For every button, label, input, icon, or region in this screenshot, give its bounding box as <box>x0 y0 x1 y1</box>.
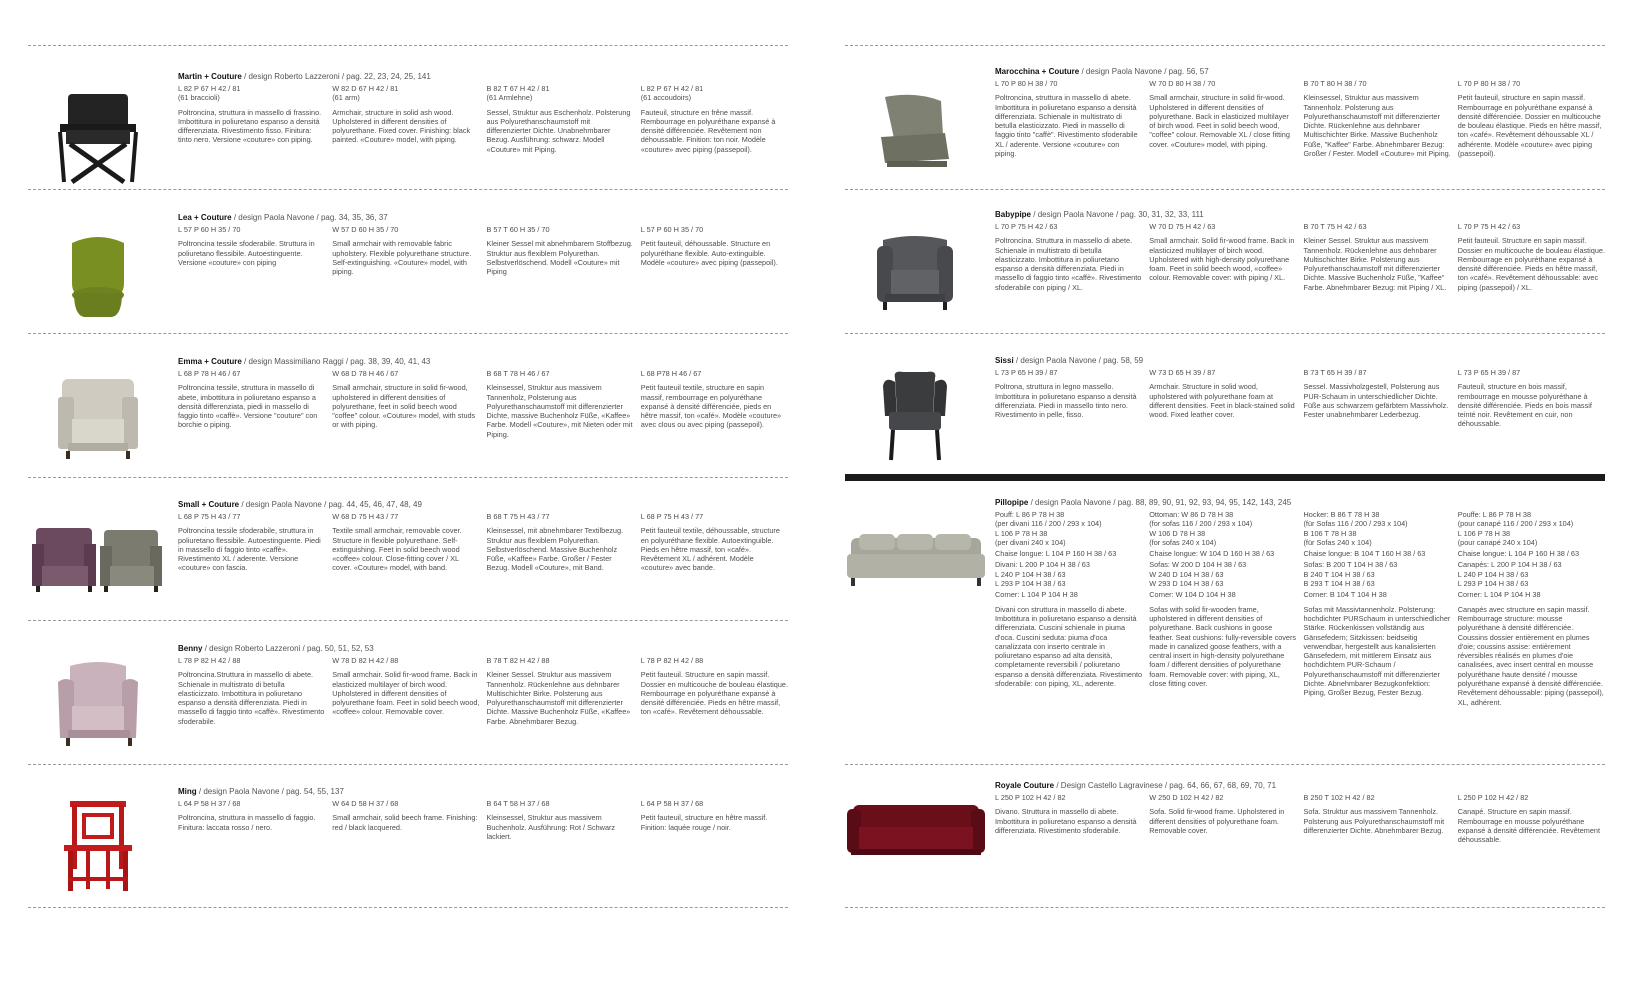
product-meta: / design Massimiliano Raggi / pag. 38, 39, 40, 41, 43 <box>244 357 431 366</box>
product-meta: / design Roberto Lazzeroni / pag. 22, 23, 24, 25, 141 <box>244 72 431 81</box>
lang-it: L 82 P 67 H 42 / 81 (61 braccioli) Poltroncina, struttura in massello di frassino. Imbottitura in poliuretano espanso a densità differenziata. Rivestimento fisso. Finitura: tinto nero. Versione «couture» con piping. <box>178 84 322 145</box>
lang-it: L 64 P 58 H 37 / 68 Poltroncina, struttura in massello di faggio. Finitura: laccata rosso / nero. <box>178 799 316 832</box>
product-name: Marocchina + Couture <box>995 67 1080 76</box>
product-meta: / design Paola Navone / pag. 88, 89, 90, 91, 92, 93, 94, 95, 142, 143, 245 <box>1030 498 1292 507</box>
product-name: Benny <box>178 644 203 653</box>
product-name: Sissi <box>995 356 1014 365</box>
product-image-emma-couture <box>28 357 168 497</box>
product-meta: / design Roberto Lazzeroni / pag. 50, 51, 52, 53 <box>204 644 374 653</box>
lang-en: W 68 D 78 H 46 / 67 Small armchair, structure in solid fir-wood, upholstered in different densities of polyurethane, feet in solid beech wood "coffee" colour. «Couture» model, with studs or with piping. <box>332 369 476 430</box>
product-name: Babypipe <box>995 210 1032 219</box>
left-column <box>28 0 788 990</box>
product-image-benny <box>28 644 168 784</box>
lang-en: W 68 D 75 H 43 / 77 Textile small armchair, removable cover. Structure in flexible polyurethane. Self-extinguishing. Feet in solid beech wood «coffee» colour. Close-fitting cover / XL cover. «Couture» model, with band. <box>332 512 462 573</box>
lang-fr: L 73 P 65 H 39 / 87 Fauteuil, structure en bois massif, rembourrage en mousse polyuréthane à densité différenciée. Pieds en bois massif teinté noir. Revêtement en cuir, non déhoussable. <box>1457 368 1592 429</box>
lang-fr: L 78 P 82 H 42 / 88 Petit fauteuil. Structure en sapin massif. Dossier en multicouche de bouleau élastique. Rembourrage en polyuréthane expansé à densité différenciée. Pieds en hêtre massif, ton «café». Revêtement déhoussable. <box>640 656 788 717</box>
product-meta: / design Paola Navone / pag. 34, 35, 36, 37 <box>233 213 388 222</box>
lang-de: B 78 T 82 H 42 / 88 Kleiner Sessel. Struktur aus massivem Tannenholz. Rückenlehne aus dehnbarer Multischichter Birke. Polsterung aus Polyurethanschaumstoff mit differenzierter Dichte. Massive Buchenholz Füße, «Kaffee» Farbe. Abnehmbarer Bezug. <box>486 656 631 726</box>
lang-de: B 64 T 58 H 37 / 68 Kleinsessel, Struktur aus massivem Buchenholz. Ausführung: Rot / Schwarz lackiert. <box>486 799 616 841</box>
lang-de: Hocker: B 86 T 78 H 38 (für Sofas 116 / 200 / 293 x 104) B 106 T 78 H 38 (für Sofas 240 x 104) Chaise longue: B 104 T 160 H 38 / 63 Sofas: B 200 T 104 H 38 / 63 B 240 T 104 H 38 / 63 B 293 T 104 H 38 / 63 Corner: B 104 T 104 H 38 Sofas mit Massivtannenholz. Polsterung: hochdichter PURSchaum in unterschiedlicher Stärke. Rückenkissen vollständig aus Gänsefedern; Sitzkissen: beidseitig verwendbar, hergestellt aus kanalisierten Gänsefedern, mit mittlerem Einsatz aus hochdichtem PUR-Schaum / Polyurethanschaumstoff mit differenzierter Dichte. Abnehmbarer Bezugkonfektion: Piping, Großer Bezug, Fester Bezug. <box>1303 510 1451 698</box>
product-name: Pillopipe <box>995 498 1029 507</box>
lang-it: L 73 P 65 H 39 / 87 Poltrona, struttura in legno massello. Imbottitura in poliuretano espanso a densità differenziata. Piedi in massello tinto nero. Rivestimento in pelle, fisso. <box>995 368 1137 420</box>
lang-fr: L 250 P 102 H 42 / 82 Canapé. Structure en sapin massif. Rembourrage en mousse polyuréthane expansé à densité différenciée. Revêtement déhoussable. <box>1457 793 1600 845</box>
lang-de: B 73 T 65 H 39 / 87 Sessel. Massivholzgestell, Polsterung aus PUR-Schaum in unterschiedlicher Dichte. Füße aus schwarzem gefärbtem Massivholz. Fester unabnehmbarer Lederbezug. <box>1303 368 1449 420</box>
lang-it: Pouff: L 86 P 78 H 38 (per divani 116 / 200 / 293 x 104) L 106 P 78 H 38 (per divani 240 x 104) Chaise longue: L 104 P 160 H 38 / 63 Divani: L 200 P 104 H 38 / 63 L 240 P 104 H 38 / 63 L 293 P 104 H 38 / 63 Corner: L 104 P 104 H 38 Divani con struttura in massello di abete. Imbottitura in poliuretano espanso a densità differenziata. Cuscini schienale in piuma d'oca. Cuscini seduta: piuma d'oca canalizzata con inserto centrale in poliuretano espanso ad alta densità, completamente reversibili / poliuretano espanso a densità differenziata. Rivestimento sfoderabile: con piping, XL, aderente. <box>995 510 1143 689</box>
lang-fr: L 68 P78 H 46 / 67 Petit fauteuil textile, structure en sapin massif, rembourrage en polyuréthane expansé à densité différenciée, pieds en hêtre massif, ton «café». Modèle «couture» avec clous ou avec piping (passepoil). <box>640 369 782 430</box>
product-name: Ming <box>178 787 197 796</box>
lang-en: W 73 D 65 H 39 / 87 Armchair. Structure in solid wood, upholstered with polyurethane foam at different densities. Feet in black-stained solid wood. Fixed leather cover. <box>1149 368 1295 420</box>
product-image-royale-couture <box>845 781 985 921</box>
lang-fr: L 57 P 60 H 35 / 70 Petit fauteuil, déhoussable. Structure en polyuréthane flexible. Auto-extinguible. Modèle «couture» avec piping (passepoil). <box>640 225 778 267</box>
lang-fr: L 70 P 80 H 38 / 70 Petit fauteuil, structure en sapin massif. Rembourrage en polyuréthane expansé à densité différenciée. Dossier en multicouche de bouleau élastique. Pieds en hêtre massif, ton «café». Revêtement déhoussable XL / adhérente. Modèle «couture» avec piping (passepoil). <box>1457 79 1602 159</box>
lang-de: B 68 T 75 H 43 / 77 Kleinsessel, mit abnehmbarer Textilbezug. Struktur aus flexiblem Polyurethan. Selbstverlöschend. Massive Buchenholz Füße, «Kaffee» Farbe. Großer / Fester Bezug. Modell «Couture», mit Band. <box>486 512 624 573</box>
lang-en: W 250 D 102 H 42 / 82 Sofa. Solid fir-wood frame. Upholstered in different densities of polyurethane foam. Removable cover. <box>1149 793 1285 835</box>
product-image-babypipe <box>845 210 985 350</box>
lang-de: B 70 T 80 H 38 / 70 Kleinsessel, Struktur aus massivem Tannenholz. Polsterung aus Polyurethanschaumstoff mit differenzierter Dichte. Rückenlehne aus dehnbarer Multischichter Birke. Massive Buchenholz Füße, "Kaffee" Farbe. Abnehmbarer Bezug: Großer / Fester. Modell «Couture» mit Piping. <box>1303 79 1451 159</box>
lang-de: B 250 T 102 H 42 / 82 Sofa. Struktur aus massivem Tannenholz. Polsterung aus Polyurethanschaumstoff mit differenzierter Dichte. Abnehmbarer Bezug. <box>1303 793 1445 835</box>
right-column <box>845 0 1605 990</box>
lang-it: L 57 P 60 H 35 / 70 Poltroncina tessile sfoderabile. Struttura in poliuretano flessibile. Autoestinguente. Versione «couture» con piping <box>178 225 315 267</box>
lang-fr: L 70 P 75 H 42 / 63 Petit fauteuil. Structure en sapin massif. Dossier en multicouche de bouleau élastique. Rembourrage en polyuréthane expansé à densité différenciée. Pieds en hêtre massif, ton «café». Revêtement déhoussable: avec piping (passepoil) / XL. <box>1457 222 1605 292</box>
lang-de: B 68 T 78 H 46 / 67 Kleinsessel, Struktur aus massivem Tannenholz, Polsterung aus Polyurethanschaumstoff mit differenzierter Dichte, massive Buchenholz Füße, «Kaffee» Farbe. Modell «Couture», mit Nieten oder mit Piping. <box>486 369 633 439</box>
product-image-sissi <box>845 356 985 496</box>
divider <box>845 764 1605 765</box>
lang-it: L 250 P 102 H 42 / 82 Divano. Struttura in massello di abete. Imbottitura in poliuretano espanso a densità differenziata. Rivestimento sfoderabile. <box>995 793 1137 835</box>
product-name: Emma + Couture <box>178 357 242 366</box>
divider <box>28 45 788 46</box>
product-image-ming <box>28 787 168 927</box>
product-meta: / Design Castello Lagravinese / pag. 64, 66, 67, 68, 69, 70, 71 <box>1056 781 1277 790</box>
product-meta: / design Paola Navone / pag. 58, 59 <box>1015 356 1144 365</box>
lang-en: W 78 D 82 H 42 / 88 Small armchair. Solid fir-wood frame. Back in elasticized multilayer of birch wood. Upholstered in different densities of polyurethane foam. Feet in solid beech wood, «coffee» colour. Removable cover. <box>332 656 480 717</box>
lang-it: L 68 P 78 H 46 / 67 Poltroncina tessile, struttura in massello di abete, imbottitura in poliuretano espanso a densità differenziata, piedi in massello di faggio tinto «caffè». Versione "couture" con borchie o piping. <box>178 369 318 430</box>
product-meta: / design Paola Navone / pag. 30, 31, 32, 33, 111 <box>1033 210 1204 219</box>
product-meta: / design Paola Navone / pag. 44, 45, 46, 47, 48, 49 <box>241 500 422 509</box>
lang-en: W 70 D 75 H 42 / 63 Small armchair. Solid fir-wood frame. Back in elasticized multilayer of birch wood. Upholstered with high-density polyurethane foam. Feet in solid beech wood, «coffee» colour. Removable cover: with piping / XL. <box>1149 222 1295 283</box>
product-name: Royale Couture <box>995 781 1055 790</box>
product-meta: / design Paola Navone / pag. 54, 55, 137 <box>198 787 344 796</box>
lang-de: B 70 T 75 H 42 / 63 Kleiner Sessel. Struktur aus massivem Tannenholz. Rückenlehne aus dehnbarer Multischichter Birke. Polsterung aus Polyurethanschaumstoff mit differenzierter Dichte. Massive Buchenholz Füße, "Kaffee" Farbe. Abnehmbarer Bezug: mit Piping / XL. <box>1303 222 1447 292</box>
product-image-lea-couture <box>28 213 168 353</box>
product-meta: / design Paola Navone / pag. 56, 57 <box>1081 67 1209 76</box>
lang-en: W 82 D 67 H 42 / 81 (61 arm) Armchair, structure in solid ash wood. Upholstered in different densities of polyurethane. Fixed cover. Finishing: black painted. «Couture» model, with piping. <box>332 84 471 145</box>
product-name: Martin + Couture <box>178 72 242 81</box>
lang-en: W 57 D 60 H 35 / 70 Small armchair with removable fabric upholstery. Flexible polyurethane structure. Self-extinguishing. «Couture» model, with piping. <box>332 225 472 277</box>
lang-fr: L 64 P 58 H 37 / 68 Petit fauteuil, structure en hêtre massif. Finition: laquée rouge / noir. <box>640 799 768 832</box>
product-name: Small + Couture <box>178 500 240 509</box>
lang-fr: Pouffe: L 86 P 78 H 38 (pour canapé 116 / 200 / 293 x 104) L 106 P 78 H 38 (pour canapé 240 x 104) Chaise longue: L 104 P 160 H 38 / 63 Canapés: L 200 P 104 H 38 / 63 L 240 P 104 H 38 / 63 L 293 P 104 H 38 / 63 Corner: L 104 P 104 H 38 Canapés avec structure en sapin massif. Rembourrage structure: mousse polyuréthane à densité différenciée. Coussins dossier entièrement en plumes d'oie; coussins assise: entièrement réversibles réalisés en plumes d'oie canalisées, avec insert central en mousse polyuréthane haute densité / mousse polyuréthane expansé à densité différenciée. Revêtement déhoussable: piping (passepoil), XL, adhérent. <box>1457 510 1604 707</box>
product-image-pillopipe <box>845 498 985 638</box>
product-image-marocchina-couture <box>845 67 985 207</box>
product-name: Lea + Couture <box>178 213 232 222</box>
lang-it: L 78 P 82 H 42 / 88 Poltroncina.Struttura in massello di abete. Schienale in multistrato di betulla elasticizzato. Imbottitura in poliuretano espanso a densità differenziata. Piedi in massello di faggio tinto «caffè». Rivestimento sfoderabile. <box>178 656 325 726</box>
lang-it: L 70 P 75 H 42 / 63 Poltroncina. Struttura in massello di abete. Schienale in multistrato di betulla elasticizzato. Imbottitura in poliuretano espanso a densità differenziata. Piedi in massello di faggio tinto «caffè». Rivestimento sfoderabile con piping / XL. <box>995 222 1142 292</box>
lang-de: B 82 T 67 H 42 / 81 (61 Armlehne) Sessel, Struktur aus Eschenholz. Polsterung aus Polyurethanschaumstoff mit differenzierter Dichte. Unabnehmbarer Bezug. Ausführung: schwarz. Modell «Couture» mit Piping. <box>486 84 631 154</box>
lang-fr: L 68 P 75 H 43 / 77 Petit fauteuil textile, déhoussable, structure en polyuréthane flexible. Autoextinguible. Pieds en hêtre massif, ton «café». Revêtement XL / adhérent. Modèle «couture» avec bande. <box>640 512 780 573</box>
lang-en: W 70 D 80 H 38 / 70 Small armchair, structure in solid fir-wood. Upholstered in different densities of polyurethane. Back in elasticized multilayer of birch wood. Feet in solid beech wood, "coffee" colour. Removable XL / close fitting cover. «Couture» model, with piping. <box>1149 79 1290 149</box>
lang-it: L 68 P 75 H 43 / 77 Poltroncina tessile sfoderabile, struttura in poliuretano flessibile. Autoestinguente. Piedi in massello di faggio tinto «caffè». Rivestimento XL / aderente. Versione «couture» con fascia. <box>178 512 321 573</box>
lang-en: Ottoman: W 86 D 78 H 38 (for sofas 116 / 200 / 293 x 104) W 106 D 78 H 38 (for sofas 240 x 104) Chaise longue: W 104 D 160 H 38 / 63 Sofas: W 200 D 104 H 38 / 63 W 240 D 104 H 38 / 63 W 293 D 104 H 38 / 63 Corner: W 104 D 104 H 38 Sofas with solid fir-wooden frame, upholstered in different densities of polyurethane. Back cushions in goose feather. Seat cushions: fully-reversible covers made in canalized goose feathers, with a central insert in high-density polyurethane foam / different densities of polyurethane foam. Removable cover: with piping, XL, close fitting cover. <box>1149 510 1297 689</box>
product-image-small-couture <box>28 500 168 640</box>
lang-fr: L 82 P 67 H 42 / 81 (61 accoudoirs) Fauteuil, structure en frêne massif. Rembourrage en polyuréthane expansé à densité différenciée. Revêtement non déhoussable. Finition: ton noir. Modèle «couture» avec piping (passepoil). <box>640 84 776 154</box>
divider <box>845 45 1605 46</box>
lang-en: W 64 D 58 H 37 / 68 Small armchair, solid beech frame. Finishing: red / black lacquered. <box>332 799 478 832</box>
product-image-martin-couture <box>28 72 168 212</box>
lang-de: B 57 T 60 H 35 / 70 Kleiner Sessel mit abnehmbarem Stoffbezug. Struktur aus flexiblem Polyurethan. Selbstverlöschend. Modell «Couture» mit Piping <box>486 225 633 277</box>
lang-it: L 70 P 80 H 38 / 70 Poltroncina, struttura in massello di abete. Imbottitura in poliuretano espanso a densità differenziata. Schienale in multistrato di betulla elasticizzato. Piedi in massello di faggio tinto "caffè". Rivestimento sfoderabile XL / aderente. Versione «couture» con piping. <box>995 79 1138 159</box>
